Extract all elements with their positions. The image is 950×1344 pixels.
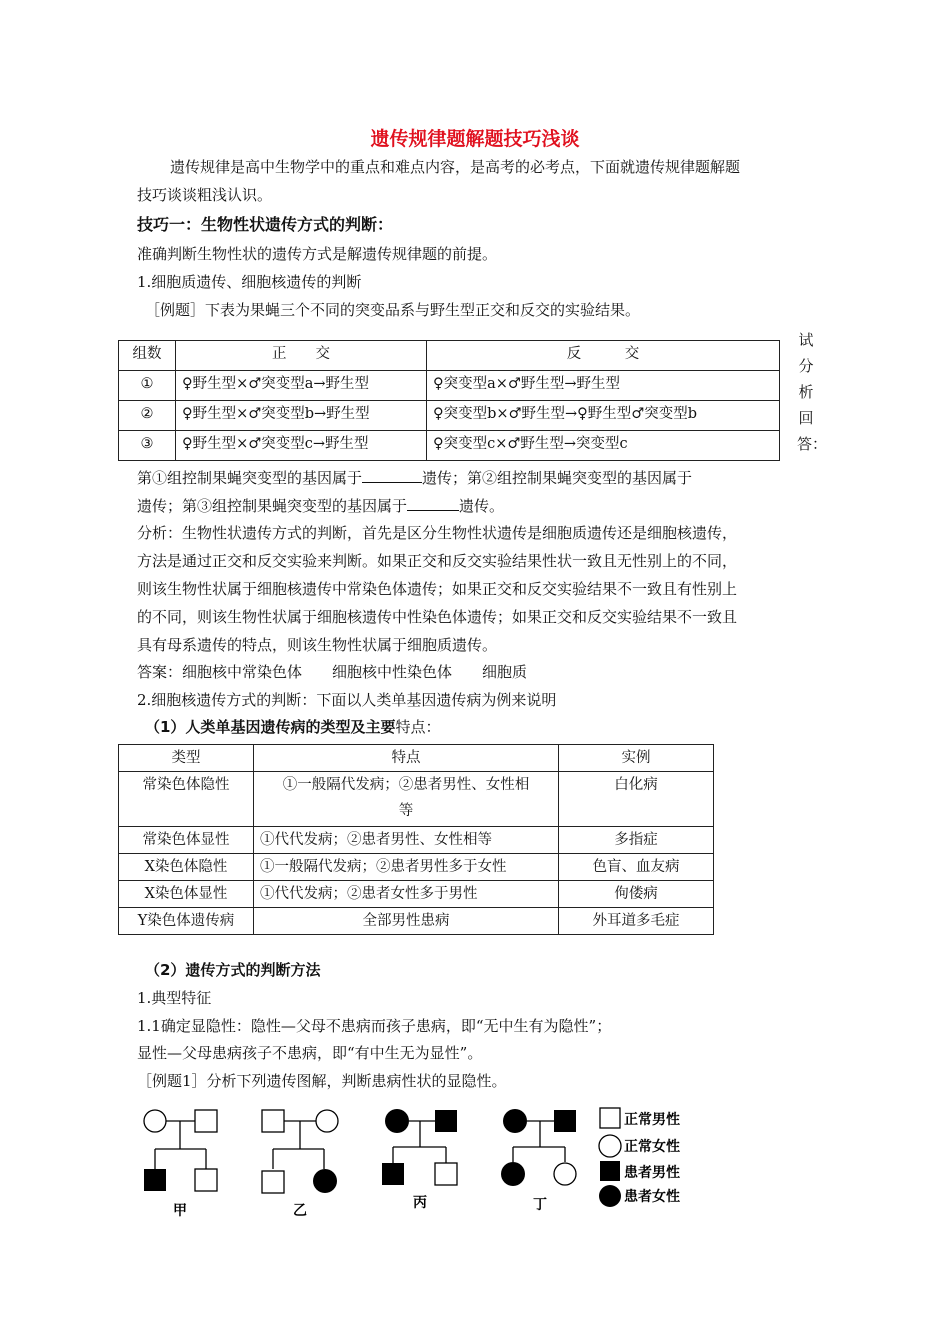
pedigree-label: 丁 <box>533 1197 547 1213</box>
normal-male-symbol <box>262 1171 284 1193</box>
table-row <box>119 827 714 854</box>
pedigree-bing <box>382 1109 457 1211</box>
section2-title: 2.细胞核遗传方式的判断：下面以人类单基因遗传病为例来说明 <box>137 691 557 709</box>
table-cell: X染色体显性 <box>119 881 254 908</box>
affected-male-symbol <box>144 1169 166 1191</box>
table-row <box>119 401 780 431</box>
table-cell: ①代代发病；②患者男性、女性相等 <box>254 827 559 854</box>
affected-male-symbol <box>435 1110 457 1132</box>
legend-label: 患者男性 <box>624 1165 680 1181</box>
section1-title: 1.细胞质遗传、细胞核遗传的判断 <box>137 273 362 291</box>
table-header: 正 交 <box>176 341 427 371</box>
table-row <box>119 908 714 935</box>
subsection2-title: （2）遗传方式的判断方法 <box>145 961 321 979</box>
subsection1-bold: （1）人类单基因遗传病的类型及主要 <box>145 718 396 736</box>
table-cell: 多指症 <box>559 827 714 854</box>
question-text: 遗传；第②组控制果蝇突变型的基因属于 <box>422 469 693 487</box>
normal-male-legend-icon <box>600 1108 620 1128</box>
table-cell: ② <box>119 401 176 431</box>
pedigree-yi <box>262 1110 338 1219</box>
intro-line-2: 技巧谈谈粗浅认识。 <box>137 186 273 204</box>
question-text: 遗传；第③组控制果蝇突变型的基因属于 <box>137 497 408 515</box>
table-cell: 色盲、血友病 <box>559 854 714 881</box>
normal-male-symbol <box>195 1110 217 1132</box>
typical-features: 1.典型特征 <box>137 989 212 1007</box>
rule-dominant: 显性—父母患病孩子不患病，即“有中生无为显性”。 <box>137 1044 483 1062</box>
table-cell: 常染色体显性 <box>119 827 254 854</box>
page-title: 遗传规律题解题技巧浅谈 <box>370 128 580 150</box>
answer-blank <box>407 494 459 511</box>
affected-male-symbol <box>554 1110 576 1132</box>
analysis-line: 具有母系遗传的特点，则该生物性状属于细胞质遗传。 <box>137 636 498 654</box>
table-header: 特点 <box>254 745 559 772</box>
tip1-paragraph: 准确判断生物性状的遗传方式是解遗传规律题的前提。 <box>137 245 498 263</box>
table-cell: ♀突变型a×♂野生型→野生型 <box>427 371 780 401</box>
disease-types-table <box>118 744 714 935</box>
affected-female-symbol <box>501 1162 525 1186</box>
affected-female-symbol <box>503 1109 527 1133</box>
answer-blank <box>362 466 422 483</box>
tip1-heading: 技巧一：生物性状遗传方式的判断： <box>137 215 394 234</box>
side-note-char: 分 <box>798 357 814 375</box>
table-header-row <box>119 341 780 371</box>
table-cell: ③ <box>119 431 176 461</box>
affected-female-symbol <box>385 1109 409 1133</box>
table-cell: X染色体隐性 <box>119 854 254 881</box>
legend-label: 正常男性 <box>624 1112 680 1128</box>
table-header: 类型 <box>119 745 254 772</box>
normal-male-symbol <box>195 1169 217 1191</box>
affected-female-symbol <box>313 1169 337 1193</box>
normal-female-symbol <box>144 1110 166 1132</box>
table-cell: ①代代发病；②患者女性多于男性 <box>254 881 559 908</box>
question-text: 第①组控制果蝇突变型的基因属于 <box>137 469 363 487</box>
normal-male-symbol <box>262 1110 284 1132</box>
table-header: 实例 <box>559 745 714 772</box>
pedigree-label: 乙 <box>293 1203 307 1219</box>
table-row <box>119 881 714 908</box>
table-row <box>119 431 780 461</box>
table-cell: ① <box>119 371 176 401</box>
side-note-char: 试 <box>798 331 814 349</box>
table-cell: ♀突变型b×♂野生型→♀野生型♂突变型b <box>427 401 780 431</box>
table-cell: Y染色体遗传病 <box>119 908 254 935</box>
table-cell: ♀野生型×♂突变型b→野生型 <box>176 401 427 431</box>
normal-male-symbol <box>435 1163 457 1185</box>
side-note <box>797 327 828 457</box>
affected-male-symbol <box>382 1163 404 1185</box>
table-header: 反 交 <box>427 341 780 371</box>
side-note-char: 析 <box>798 383 814 401</box>
normal-female-symbol <box>554 1163 576 1185</box>
question-text: 遗传。 <box>459 497 505 515</box>
table-cell: 常染色体隐性 <box>119 772 254 827</box>
cross-results-table <box>118 340 780 461</box>
side-note-char: 答： <box>797 435 828 453</box>
pedigree-ding <box>501 1109 576 1213</box>
table-row <box>119 854 714 881</box>
pedigree-label: 丙 <box>413 1195 427 1211</box>
side-note-char: 回 <box>798 409 814 427</box>
subsection1-title <box>145 717 440 737</box>
question-line-1 <box>137 466 692 488</box>
rule-recessive: 1.1确定显隐性：隐性—父母不患病而孩子患病，即“无中生有为隐性”； <box>137 1017 612 1035</box>
example1-intro: ［例题1］分析下列遗传图解，判断患病性状的显隐性。 <box>137 1072 507 1090</box>
analysis-line: 分析：生物性状遗传方式的判断，首先是区分生物性状遗传是细胞质遗传还是细胞核遗传， <box>137 524 738 542</box>
pedigree-diagrams <box>130 1100 710 1225</box>
table-row <box>119 371 780 401</box>
example-intro: ［例题］下表为果蝇三个不同的突变品系与野生型正交和反交的实验结果。 <box>145 301 641 319</box>
table-cell: 外耳道多毛症 <box>559 908 714 935</box>
analysis-line: 则该生物性状属于细胞核遗传中常染色体遗传；如果正交和反交实验结果不一致且有性别上 <box>137 580 738 598</box>
normal-female-legend-icon <box>599 1135 621 1157</box>
question-line-2 <box>137 494 504 516</box>
legend-label: 患者女性 <box>624 1189 680 1205</box>
table-cell: ♀突变型c×♂野生型→突变型c <box>427 431 780 461</box>
table-cell: ♀野生型×♂突变型c→野生型 <box>176 431 427 461</box>
affected-male-legend-icon <box>600 1161 620 1181</box>
table-header: 组数 <box>119 341 176 371</box>
legend-label: 正常女性 <box>624 1139 680 1155</box>
subsection1-rest: 特点： <box>395 718 441 736</box>
table-cell: 白化病 <box>559 772 714 827</box>
intro-line-1: 遗传规律是高中生物学中的重点和难点内容，是高考的必考点，下面就遗传规律题解题 <box>170 158 741 176</box>
affected-female-legend-icon <box>599 1185 621 1207</box>
pedigree-legend <box>599 1108 680 1207</box>
table-cell: 佝偻病 <box>559 881 714 908</box>
table-header-row <box>119 745 714 772</box>
table-row <box>119 772 714 827</box>
pedigree-jia <box>144 1110 217 1219</box>
table-cell: ①一般隔代发病；②患者男性多于女性 <box>254 854 559 881</box>
table-cell: ①一般隔代发病；②患者男性、女性相等 <box>254 772 559 827</box>
answer-line: 答案：细胞核中常染色体 细胞核中性染色体 细胞质 <box>137 663 528 681</box>
analysis-line: 方法是通过正交和反交实验来判断。如果正交和反交实验结果性状一致且无性别上的不同， <box>137 552 738 570</box>
analysis-line: 的不同，则该生物性状属于细胞核遗传中性染色体遗传；如果正交和反交实验结果不一致且 <box>137 608 738 626</box>
table-cell: 全部男性患病 <box>254 908 559 935</box>
pedigree-label: 甲 <box>173 1203 187 1219</box>
table-cell: ♀野生型×♂突变型a→野生型 <box>176 371 427 401</box>
normal-female-symbol <box>316 1110 338 1132</box>
